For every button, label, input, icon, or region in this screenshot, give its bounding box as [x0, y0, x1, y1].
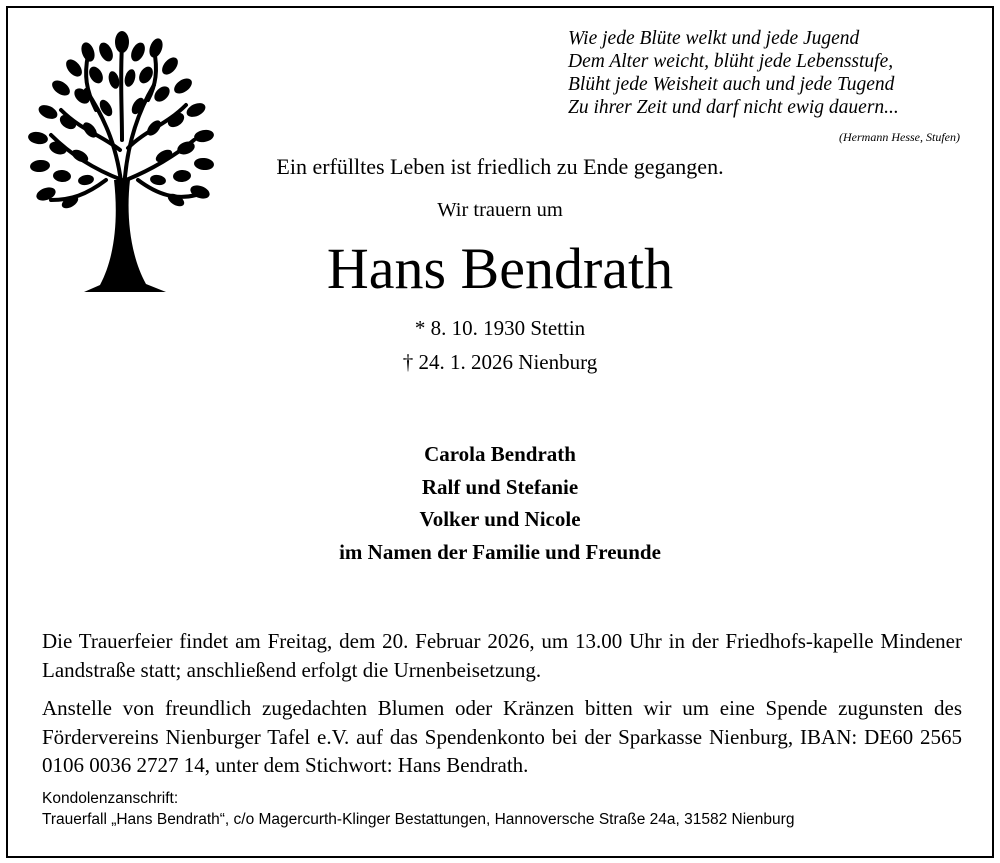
- ceremony-paragraph: Die Trauerfeier findet am Freitag, dem 20. Februar 2026, um 13.00 Uhr in der Friedhofs-kapelle Mindener Landstraße statt; anschließend erfolgt die Urnenbeisetzung.: [42, 629, 962, 682]
- poem-line: Wie jede Blüte welkt und jede Jugend: [568, 28, 860, 49]
- poem-line: Blüht jede Weisheit auch und jede Tugend: [568, 74, 895, 95]
- poem-line: Dem Alter weicht, blüht jede Lebensstufe,: [568, 51, 894, 72]
- poem-citation: (Hermann Hesse, Stufen): [839, 130, 960, 144]
- family-member: Carola Bendrath: [424, 442, 576, 466]
- poem-quote: [568, 27, 968, 119]
- birth-date: * 8. 10. 1930 Stettin: [414, 316, 586, 340]
- deceased-name: Hans Bendrath: [326, 236, 674, 301]
- condolence-address-block: [42, 788, 794, 830]
- family-member: im Namen der Familie und Freunde: [339, 539, 661, 564]
- family-signatures: [0, 438, 1000, 568]
- death-date: † 24. 1. 2026 Nienburg: [402, 350, 598, 374]
- poem-line: Zu ihrer Zeit und darf nicht ewig dauern...: [568, 97, 899, 118]
- condolence-address: Trauerfall „Hans Bendrath“, c/o Magercurth-Klinger Bestattungen, Hannoversche Straße 24a, 31582 Nienburg: [42, 811, 795, 828]
- family-member: Volker und Nicole: [419, 507, 581, 531]
- family-member: Ralf und Stefanie: [421, 474, 579, 499]
- mourning-text: Wir trauern um: [437, 199, 563, 221]
- intro-text: Ein erfülltes Leben ist friedlich zu Ende gegangen.: [276, 154, 724, 179]
- condolence-label: Kondolenzanschrift:: [42, 790, 179, 807]
- donation-paragraph: Anstelle von freundlich zugedachten Blumen oder Kränzen bitten wir um eine Spende zugunsten des Fördervereins Nienburger Tafel e.V. auf das Spendenkonto bei der Sparkasse Nienburg, IBAN: DE60 2565 0106 0036 2727 14, unter dem Stichwort: Hans Bendrath.: [42, 696, 962, 777]
